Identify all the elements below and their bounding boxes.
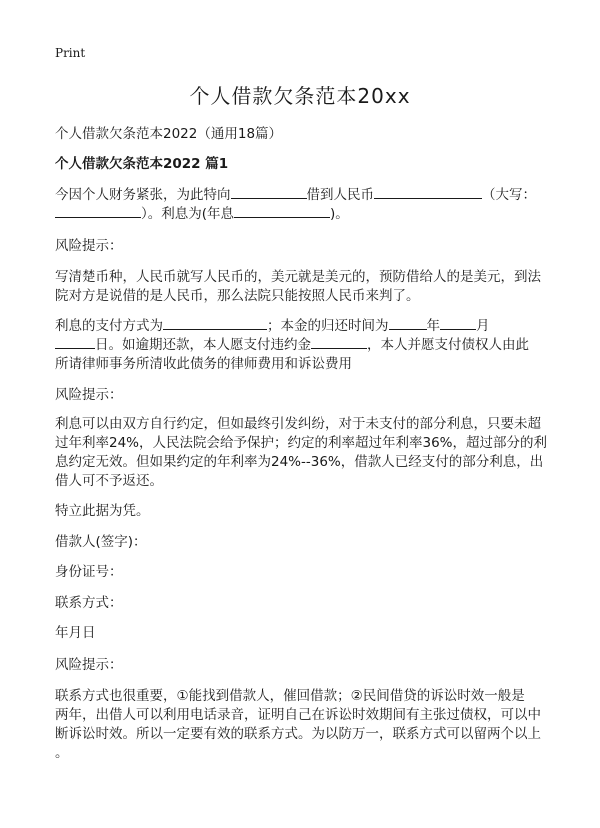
risk-label-1: 风险提示： — [55, 238, 123, 254]
p1-text-a: 今因个人财务紧张，为此特向 — [55, 187, 231, 203]
blank-lender — [231, 186, 307, 199]
blank-amount — [374, 186, 482, 199]
paragraph-3-line-2 — [55, 333, 529, 353]
blank-penalty — [311, 336, 367, 349]
blank-day — [55, 336, 95, 349]
paragraph-6-line-2: 两年，出借人可以利用电话录音，证明自己在诉讼时效期间有主张过债权，可以中 — [55, 707, 541, 723]
print-link[interactable]: Print — [55, 46, 86, 60]
blank-month — [440, 317, 476, 330]
p3-text-c: 年 — [426, 318, 440, 334]
p1-text-d: ）。利息为(年息 — [141, 206, 235, 222]
paragraph-1-line-1 — [55, 183, 536, 203]
paragraph-2-line-2: 院对方是说借的是人民币，那么法院只能按照人民币来判了。 — [55, 288, 420, 304]
paragraph-4-line-3: 息约定无效。但如果约定的年利率为24%--36%，借款人已经支付的部分利息，出 — [55, 454, 544, 470]
p3-text-e: 日。如逾期还款，本人愿支付违约金 — [95, 337, 311, 353]
borrower-signature-label: 借款人(签字)： — [55, 534, 147, 550]
risk-label-3: 风险提示： — [55, 657, 123, 673]
closing-statement: 特立此据为凭。 — [55, 503, 150, 519]
paragraph-6-line-4: 。 — [55, 745, 69, 761]
p1-text-b: 借到人民币 — [306, 187, 374, 203]
paragraph-3-line-1 — [55, 314, 490, 334]
blank-interest — [234, 205, 330, 218]
risk-label-2: 风险提示： — [55, 387, 123, 403]
document-title: 个人借款欠条范本20xx — [189, 84, 411, 108]
paragraph-2-line-1: 写清楚币种，人民币就写人民币的，美元就是美元的，预防借给人的是美元，到法 — [55, 269, 541, 285]
paragraph-6-line-3: 断诉讼时效。所以一定要有效的联系方式。为以防万一，联系方式可以留两个以上 — [55, 726, 541, 742]
p3-text-b: ；本金的归还时间为 — [267, 318, 389, 334]
p3-text-f: ，本人并愿支付债权人由此 — [367, 337, 529, 353]
p3-text-a: 利息的支付方式为 — [55, 318, 163, 334]
paragraph-4-line-2: 过年利率24%，人民法院会给予保护；约定的利率超过年利率36%，超过部分的利 — [55, 435, 548, 451]
p3-text-d: 月 — [476, 318, 490, 334]
paragraph-3-line-3: 所请律师事务所清收此债务的律师费用和诉讼费用 — [55, 356, 352, 372]
paragraph-6-line-1: 联系方式也很重要，①能找到借款人，催回借款；②民间借贷的诉讼时效一般是 — [55, 688, 525, 704]
section-heading: 个人借款欠条范本2022 篇1 — [55, 156, 229, 172]
contact-label: 联系方式： — [55, 595, 123, 611]
paragraph-4-line-1: 利息可以由双方自行约定，但如最终引发纠纷，对于未支付的部分利息，只要未超 — [55, 416, 541, 432]
paragraph-4-line-4: 借人可不予返还。 — [55, 473, 163, 489]
p1-text-e: )。 — [330, 206, 349, 222]
document-subtitle: 个人借款欠条范本2022（通用18篇） — [55, 126, 283, 142]
blank-payment-method — [163, 317, 267, 330]
blank-amount-uppercase — [55, 205, 141, 218]
paragraph-1-line-2 — [55, 202, 349, 222]
blank-year — [389, 317, 427, 330]
p1-text-c: （大写： — [482, 187, 536, 203]
date-label: 年月日 — [55, 625, 96, 641]
id-number-label: 身份证号： — [55, 564, 123, 580]
